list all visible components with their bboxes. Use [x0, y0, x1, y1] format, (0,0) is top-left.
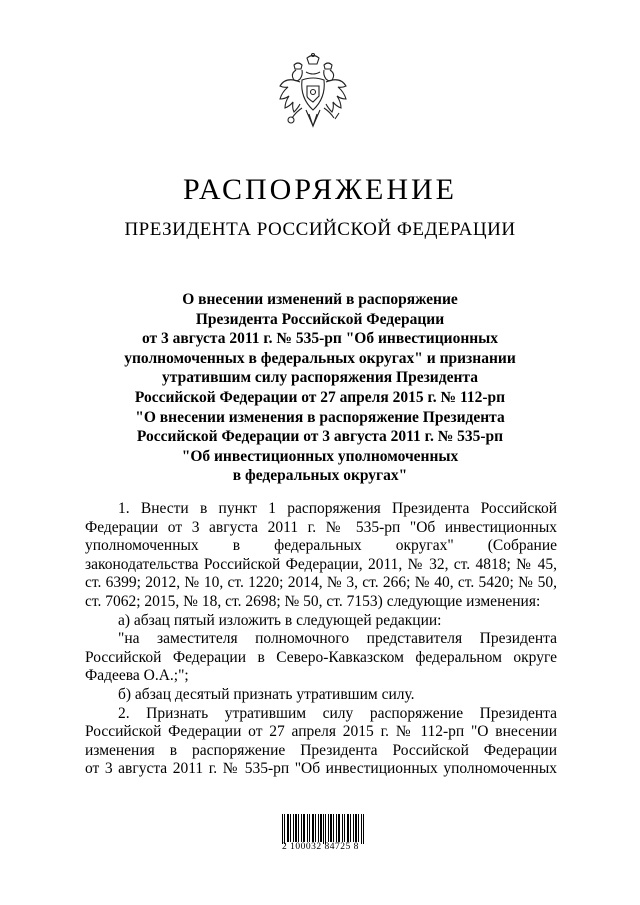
quote-line: Российской Федерации в Северо-Кавказском федеральном округе: [85, 648, 557, 666]
subitem-b: б) абзац десятый признать утратившим силу.: [118, 685, 415, 703]
document-subtitle: ПРЕЗИДЕНТА РОССИЙСКОЙ ФЕДЕРАЦИИ: [124, 219, 516, 240]
document-heading: [90, 290, 550, 486]
paragraph-2-line: от 3 августа 2011 г. № 535-рп "Об инвестиционных уполномоченных: [85, 760, 557, 778]
quote-line: Фадеева О.А.;";: [85, 667, 189, 685]
coat-of-arms-icon: [276, 52, 350, 140]
heading-line: уполномоченных в федеральных округах" и признании: [124, 349, 516, 367]
subitem-a: а) абзац пятый изложить в следующей редакции:: [118, 611, 442, 629]
paragraph-1-line: 1. Внести в пункт 1 распоряжения Президента Российской: [118, 500, 557, 517]
heading-line: утратившим силу распоряжения Президента: [162, 369, 478, 387]
quote-line: "на заместителя полномочного представителя Президента: [118, 630, 557, 648]
paragraph-2-line: Российской Федерации от 27 апреля 2015 г. № 112-рп "О внесении: [85, 723, 557, 741]
paragraph-1-line: Федерации от 3 августа 2011 г. № 535-рп "Об инвестиционных: [85, 518, 557, 536]
heading-line: в федеральных округах": [232, 467, 408, 485]
paragraph-1-line: законодательства Российской Федерации, 2011, № 32, ст. 4818; № 45,: [85, 555, 557, 573]
paragraph-1-line: уполномоченных в федеральных округах" (Собрание: [85, 537, 557, 555]
paragraph-1-line: ст. 7062; 2015, № 18, ст. 2698; № 50, ст. 7153) следующие изменения:: [85, 592, 541, 610]
heading-line: Российской Федерации от 3 августа 2011 г. № 535-рп: [136, 428, 504, 446]
heading-line: "Об инвестиционных уполномоченных: [181, 447, 459, 465]
barcode-number: 2 100032 84725 8: [282, 842, 359, 852]
heading-line: от 3 августа 2011 г. № 535-рп "Об инвестиционных: [141, 330, 499, 348]
heading-line: "О внесении изменения в распоряжение Президента: [135, 408, 505, 426]
paragraph-2-line: 2. Признать утратившим силу распоряжение Президента: [118, 704, 557, 722]
heading-line: Президента Российской Федерации: [195, 310, 445, 328]
heading-line: Российской Федерации от 27 апреля 2015 г. № 112-рп: [134, 388, 506, 406]
heading-line: О внесении изменений в распоряжение: [182, 291, 458, 308]
document-title: РАСПОРЯЖЕНИЕ: [182, 173, 458, 206]
paragraph-2-line: изменения в распоряжение Президента Российской Федерации: [85, 741, 557, 759]
paragraph-1-line: ст. 6399; 2012, № 10, ст. 1220; 2014, № 3, ст. 266; № 40, ст. 5420; № 50,: [85, 574, 557, 592]
document-body: [85, 500, 557, 779]
